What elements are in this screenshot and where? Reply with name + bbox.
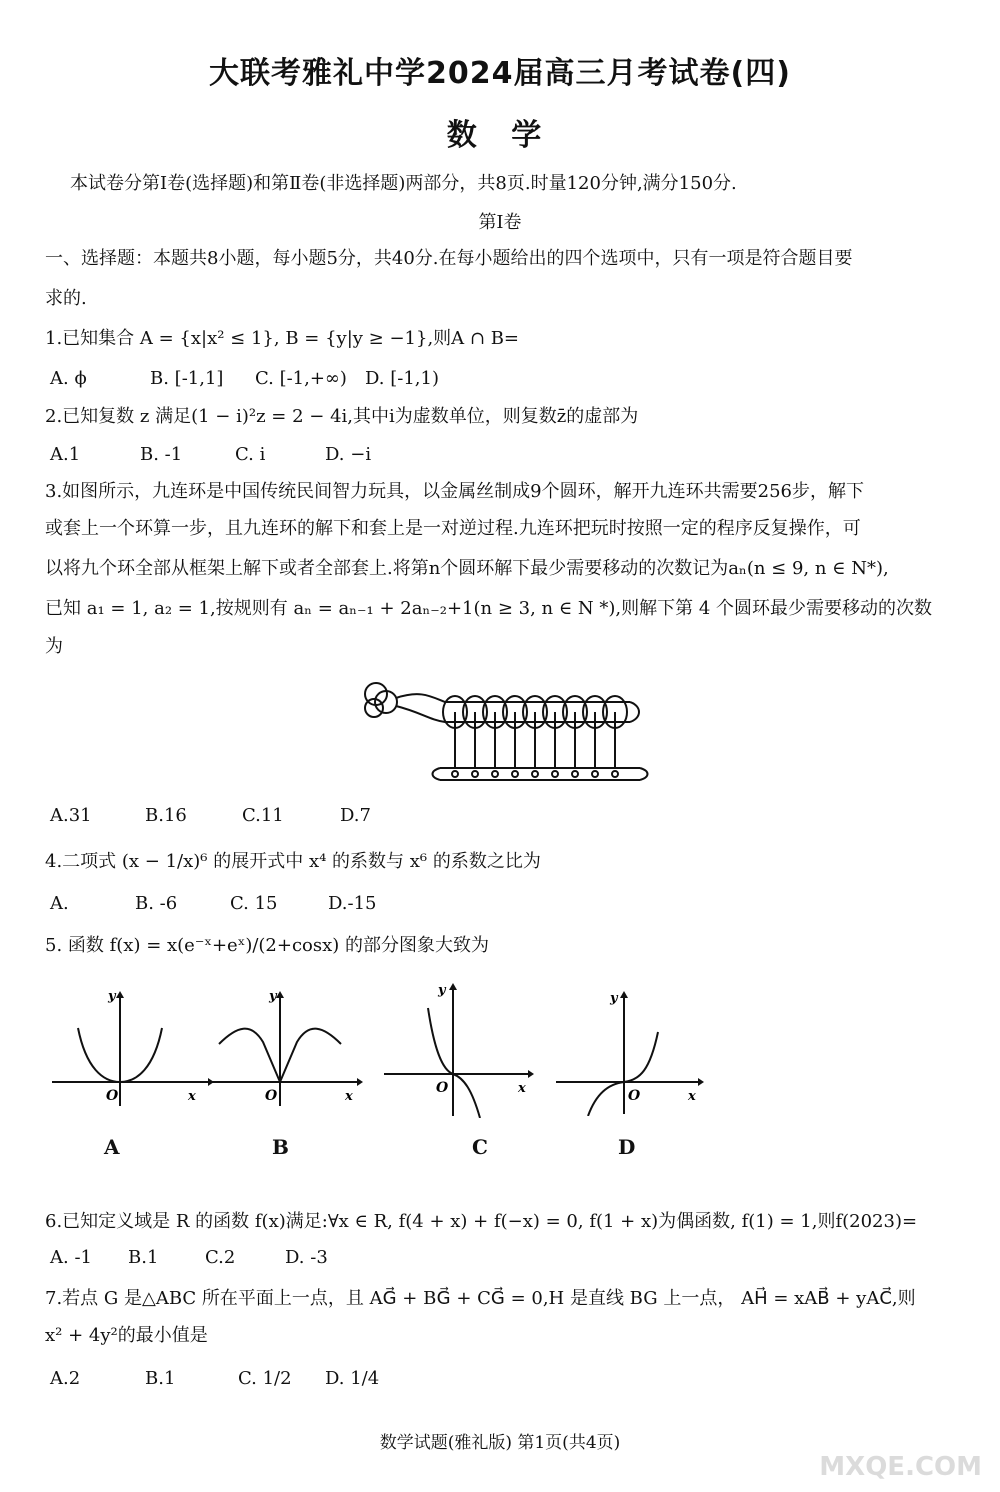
q5b-x-label: x: [345, 1089, 353, 1104]
q7-option-a: A.2: [50, 1368, 81, 1389]
q5c-origin-label: O: [436, 1080, 449, 1096]
q2-stem: 2.已知复数 z 满足(1 − i)²z = 2 − 4i,其中i为虚数单位，则复数z̄的虚部为: [45, 406, 639, 427]
exam-title: 大联考雅礼中学2024届高三月考试卷(四): [209, 56, 791, 91]
q6-option-a: A. -1: [50, 1247, 92, 1268]
ring-base-knob-8: [592, 771, 598, 777]
q2-option-a: A.1: [50, 444, 81, 465]
ring-base-knob-7: [572, 771, 578, 777]
q5-graph-d: [552, 986, 712, 1116]
q5-label-c: C: [472, 1135, 488, 1159]
q6-stem: 6.已知定义域是 R 的函数 f(x)满足:∀x ∈ R, f(4 + x) + f(−x) = 0, f(1 + x)为偶函数, f(1) = 1,则f(2023)=: [45, 1211, 918, 1232]
ring-base-knob-2: [472, 771, 478, 777]
q2-option-d: D. −i: [325, 444, 372, 465]
q3-line-1: 3.如图所示，九连环是中国传统民间智力玩具，以金属丝制成9个圆环，解开九连环共需要256步，解下: [45, 481, 864, 502]
section-heading: 第Ⅰ卷: [478, 212, 522, 233]
q5c-x-label: x: [518, 1081, 526, 1096]
q6-option-c: C.2: [205, 1247, 236, 1268]
q1-option-d: D. [-1,1): [365, 368, 439, 389]
q7-option-b: B.1: [145, 1368, 176, 1389]
q5b-y-label: y: [269, 989, 277, 1004]
q6-option-b: B.1: [128, 1247, 159, 1268]
q4-option-a: A.: [50, 893, 69, 914]
q1-option-a: A. ϕ: [50, 368, 87, 389]
q1-stem: 1.已知集合 A = {x|x² ≤ 1}, B = {y|y ≥ −1},则A ∩ B=: [45, 328, 520, 349]
q5b-origin-label: O: [265, 1088, 278, 1104]
q5-graph-b: [205, 988, 365, 1108]
ring-base-knob-9: [612, 771, 618, 777]
q5a-origin-label: O: [106, 1088, 119, 1104]
q5-graph-a: [48, 988, 213, 1108]
q2-option-b: B. -1: [140, 444, 183, 465]
q5a-y-label: y: [108, 989, 116, 1004]
q7-option-d: D. 1/4: [325, 1368, 380, 1389]
q5d-x-label: x: [688, 1089, 696, 1104]
q4-option-c: C. 15: [230, 893, 278, 914]
q3-line-2: 或套上一个环算一步，且九连环的解下和套上是一对逆过程.九连环把玩时按照一定的程序反复操作，可: [45, 518, 861, 539]
ring-base-knob-1: [452, 771, 458, 777]
q3-line-5: 为: [45, 636, 63, 657]
q3-option-b: B.16: [145, 805, 187, 826]
q4-stem: 4.二项式 (x − 1/x)⁶ 的展开式中 x⁴ 的系数与 x⁶ 的系数之比为: [45, 851, 541, 872]
q5-label-a: A: [104, 1135, 120, 1159]
q3-line-4: 已知 a₁ = 1, a₂ = 1,按规则有 aₙ = aₙ₋₁ + 2aₙ₋₂+1(n ≥ 3, n ∈ N *),则解下第 4 个圆环最少需要移动的次数: [45, 598, 932, 619]
q5d-origin-label: O: [628, 1088, 641, 1104]
q5d-y-label: y: [610, 991, 618, 1006]
q5a-x-label: x: [188, 1089, 196, 1104]
q7-line-1: 7.若点 G 是△ABC 所在平面上一点，且 AG⃗ + BG⃗ + CG⃗ = 0,H 是直线 BG 上一点， AH⃗ = xAB⃗ + yAC⃗,则: [45, 1288, 916, 1309]
instructions-line-1: 一、选择题：本题共8小题，每小题5分，共40分.在每小题给出的四个选项中，只有一项是符合题目要: [45, 248, 853, 269]
q5-label-d: D: [618, 1135, 636, 1159]
q7-line-2: x² + 4y²的最小值是: [45, 1325, 208, 1346]
q5-label-b: B: [272, 1135, 289, 1159]
page-footer: 数学试题(雅礼版) 第1页(共4页): [379, 1433, 621, 1453]
ring-base-knob-3: [492, 771, 498, 777]
q3-line-3: 以将九个环全部从框架上解下或者全部套上.将第n个圆环解下最少需要移动的次数记为aₙ(n ≤ 9, n ∈ N*),: [45, 558, 889, 579]
nine-rings-figure: [360, 676, 650, 788]
ring-base-knob-6: [552, 771, 558, 777]
q6-option-d: D. -3: [285, 1247, 328, 1268]
q3-option-a: A.31: [50, 805, 92, 826]
ring-base-knob-5: [532, 771, 538, 777]
q5-graph-c: [378, 978, 538, 1118]
q2-option-c: C. i: [235, 444, 266, 465]
q1-option-c: C. [-1,+∞): [255, 368, 347, 389]
subject-title: 数 学: [446, 118, 554, 153]
q4-option-d: D.-15: [328, 893, 377, 914]
intro-text: 本试卷分第Ⅰ卷(选择题)和第Ⅱ卷(非选择题)两部分，共8页.时量120分钟,满分150分.: [70, 173, 737, 194]
q3-option-c: C.11: [242, 805, 284, 826]
q7-option-c: C. 1/2: [238, 1368, 292, 1389]
q3-option-d: D.7: [340, 805, 371, 826]
q5-stem: 5. 函数 f(x) = x(e⁻ˣ+eˣ)/(2+cosx) 的部分图象大致为: [45, 935, 490, 956]
watermark-text: MXQE.COM: [819, 1452, 982, 1482]
q1-option-b: B. [-1,1]: [150, 368, 224, 389]
ring-base-knob-4: [512, 771, 518, 777]
q5c-y-label: y: [438, 983, 446, 998]
q4-option-b: B. -6: [135, 893, 178, 914]
watermark-logo: [782, 1402, 982, 1482]
instructions-line-2: 求的.: [45, 288, 87, 309]
